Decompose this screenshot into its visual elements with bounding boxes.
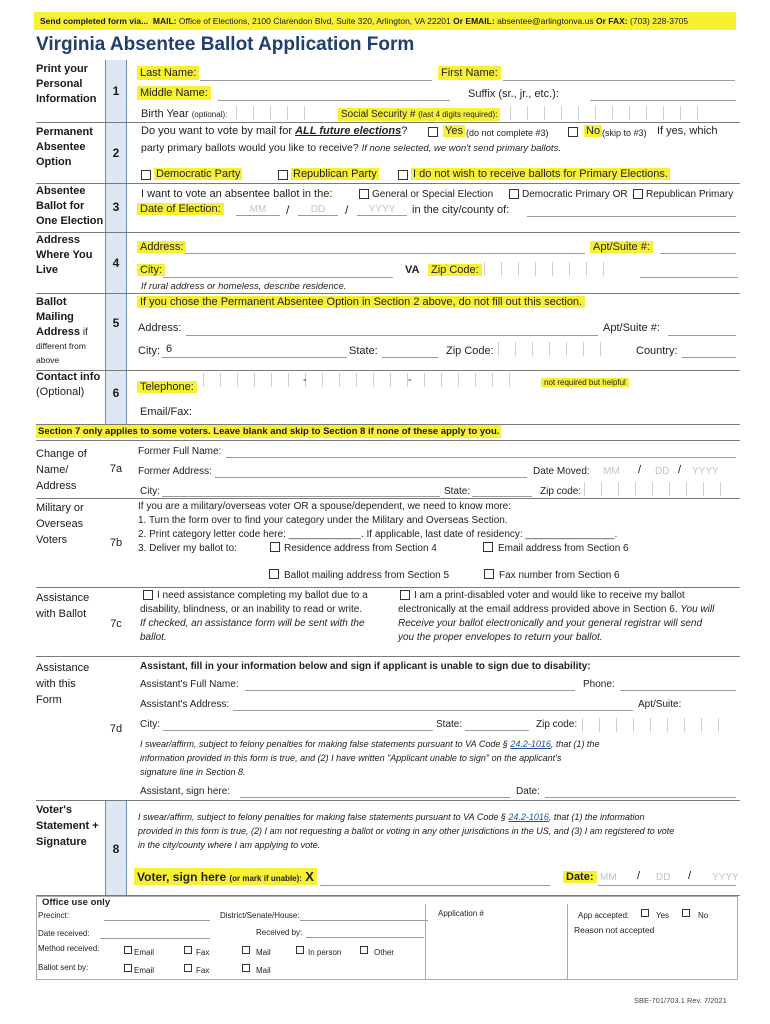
middle-name-label: Middle Name:	[137, 86, 211, 100]
deliver-email-label: Email address from Section 6	[498, 543, 629, 554]
mailing-city-label: City:	[138, 345, 160, 357]
assistance-ballot-line-1: I need assistance completing my ballot due to a	[157, 590, 368, 601]
permanent-no-checkbox[interactable]	[568, 127, 578, 137]
office-accepted-yes-label: Yes	[656, 911, 670, 920]
voter-sign-input[interactable]	[320, 885, 550, 886]
telephone-note: not required but helpful	[541, 378, 629, 387]
divider	[36, 122, 740, 123]
section-5-title-diff: different from above	[36, 341, 86, 365]
assistant-sign-input[interactable]	[240, 797, 510, 798]
telephone-label: Telephone:	[137, 381, 197, 393]
election-month-input[interactable]: MM	[236, 204, 280, 216]
general-election-label: General or Special Election	[372, 189, 494, 200]
date-slash: /	[678, 464, 682, 476]
telephone-dash: -	[408, 374, 412, 386]
primary-question	[141, 142, 561, 154]
form-code: SBE-701/703.1 Rev. 7/2021	[634, 996, 727, 1005]
permanent-q-text: Do you want to vote by mail for	[141, 125, 293, 137]
section-5-title-text: Ballot Mailing Address	[36, 296, 81, 338]
section-7-banner: Section 7 only applies to some voters. Leave blank and skip to Section 8 if none of these apply to you.	[38, 426, 500, 437]
office-district-label: District/Senate/House:	[220, 911, 300, 920]
rural-note: If rural address or homeless, describe residence.	[141, 281, 347, 292]
divider	[36, 656, 740, 657]
mailing-state-input[interactable]	[382, 357, 438, 358]
divider	[36, 370, 740, 371]
ssn-note: (last 4 digits required):	[418, 110, 498, 119]
ssn-boxes[interactable]	[510, 106, 714, 120]
print-disabled-line-2a: electronically at the email address provided above in Section 6.	[398, 604, 678, 615]
republican-primary-label: Republican Primary	[646, 189, 734, 200]
mailing-country-label: Country:	[636, 345, 678, 357]
republican-party-checkbox[interactable]	[278, 170, 288, 180]
residence-city-label: City:	[137, 264, 165, 276]
office-reason-label: Reason not accepted	[574, 925, 655, 935]
section-7b-title: Military or Overseas Voters	[36, 502, 84, 546]
section-6-optional: (Optional)	[36, 386, 85, 398]
email-fax-label: Email/Fax:	[140, 406, 192, 418]
method-fax-checkbox[interactable]	[184, 946, 192, 954]
election-city-input[interactable]	[527, 216, 736, 217]
assistance-ballot-line-3: If checked, an assistance form will be sent with the	[140, 618, 365, 629]
mailing-zip-label: Zip Code:	[446, 345, 494, 357]
mailing-country-input[interactable]	[682, 357, 736, 358]
sent-email-label: Email	[134, 966, 155, 975]
print-disabled-line-3: Receive your ballot electronically and your general registrar will send	[398, 618, 703, 629]
former-address-label: Former Address:	[138, 466, 212, 477]
divider	[36, 232, 740, 233]
sent-fax-label: Fax	[196, 966, 210, 975]
former-zip-label: Zip code:	[540, 486, 582, 497]
telephone-dash: -	[303, 374, 307, 386]
divider	[36, 498, 740, 499]
military-step-1: 1. Turn the form over to find your category under the Military and Overseas Section.	[138, 515, 508, 526]
office-precinct-input[interactable]	[104, 920, 210, 921]
divider	[36, 587, 740, 588]
permanent-question	[141, 125, 407, 137]
assistant-oath-3: signature line in Section 8.	[140, 767, 246, 777]
birth-year-text: Birth Year	[141, 108, 189, 120]
section-8-number-column	[105, 800, 127, 895]
birth-year-optional: (optional):	[191, 110, 228, 119]
divider	[36, 800, 740, 801]
office-received-input[interactable]	[100, 938, 210, 939]
divider	[36, 183, 740, 184]
first-name-input[interactable]	[503, 80, 735, 81]
assistant-heading: Assistant, fill in your information below and sign if applicant is unable to sign due to disability:	[140, 661, 591, 672]
section-5-title-if: if	[82, 327, 88, 338]
mailing-apt-label: Apt/Suite #:	[603, 322, 660, 334]
voter-date-label: Date:	[563, 871, 597, 883]
voter-date-line	[598, 885, 736, 886]
former-zip-boxes[interactable]	[584, 482, 737, 496]
permanent-yes-label: Yes	[445, 125, 463, 137]
moved-day[interactable]: DD	[655, 466, 670, 477]
residence-address-label: Address:	[137, 241, 186, 253]
method-other-label: Other	[374, 948, 395, 957]
voter-oath-1: I swear/affirm, subject to felony penalties for making false statements pursuant to VA Code §	[138, 812, 506, 822]
assistant-oath-2: information provided in this form is true, and (2) I have written "Applicant unable to sign" on the applicant's	[140, 753, 562, 763]
office-accepted-yes-checkbox[interactable]	[641, 909, 649, 917]
print-disabled-line-4: you the proper envelopes to return your ballot.	[398, 632, 603, 643]
mailing-city-input[interactable]	[162, 357, 347, 358]
section-7c-number: 7c	[110, 618, 122, 630]
office-received-label: Date received:	[38, 929, 90, 938]
assistant-phone-input[interactable]	[620, 690, 736, 691]
residence-address-input[interactable]	[185, 253, 585, 254]
section-7d-number: 7d	[109, 723, 123, 735]
former-state-input[interactable]	[472, 496, 532, 497]
suffix-label: Suffix (sr., jr., etc.):	[468, 88, 559, 100]
sent-mail-checkbox[interactable]	[242, 964, 250, 972]
section-5-note: If you chose the Permanent Absentee Option in Section 2 above, do not fill out this section.	[137, 296, 585, 308]
military-step-2: 2. Print category letter code here: _____________. If applicable, last date of residency: ________________.	[138, 529, 618, 540]
assistant-zip-boxes[interactable]	[582, 718, 735, 732]
deliver-fax-label: Fax number from Section 6	[499, 570, 620, 581]
assistant-code-link[interactable]: 24.2-1016	[510, 739, 551, 749]
voter-date-month[interactable]: MM	[600, 872, 617, 883]
section-7-numbers	[105, 441, 127, 799]
mailing-state-label: State:	[349, 345, 378, 357]
section-7c-title: Assistance with Ballot	[36, 592, 90, 620]
former-city-input[interactable]	[162, 496, 440, 497]
residence-zip-label: Zip Code:	[428, 264, 482, 276]
assistant-sign-label: Assistant, sign here:	[140, 786, 231, 797]
assistant-city-label: City:	[140, 719, 160, 730]
primary-q-text: party primary ballots would you like to receive?	[141, 142, 359, 154]
mailing-zip-boxes[interactable]	[498, 342, 617, 356]
permanent-q2: If yes, which	[657, 125, 718, 137]
section-4-number: 4	[112, 256, 120, 270]
method-person-checkbox[interactable]	[296, 946, 304, 954]
residence-apt-label: Apt/Suite #:	[590, 241, 653, 253]
date-slash: /	[286, 203, 290, 217]
assistance-ballot-checkbox[interactable]	[143, 590, 153, 600]
permanent-yes-checkbox[interactable]	[428, 127, 438, 137]
office-sent-label: Ballot sent by:	[38, 963, 89, 972]
republican-party-label: Republican Party	[293, 168, 377, 180]
assistant-oath	[140, 737, 660, 779]
deliver-residence-label: Residence address from Section 4	[284, 543, 437, 554]
residence-state: VA	[405, 264, 420, 276]
democratic-primary-label: Democratic Primary OR	[522, 189, 628, 200]
date-slash: /	[345, 203, 349, 217]
permanent-yes-note: (do not complete #3)	[466, 128, 549, 138]
date-slash: /	[638, 464, 642, 476]
voter-date-day[interactable]: DD	[656, 872, 671, 883]
office-accepted-no-label: No	[698, 911, 709, 920]
assistant-name-label: Assistant's Full Name:	[140, 679, 239, 690]
assistance-ballot-line-4: ballot.	[140, 632, 167, 643]
section-2-number: 2	[112, 146, 120, 160]
permanent-no-note: (skip to #3)	[602, 128, 647, 138]
birth-year-label	[141, 108, 227, 120]
voter-sign-text: Voter, sign here	[137, 870, 227, 884]
section-3-title: Absentee Ballot for One Election	[36, 185, 104, 227]
date-slash: /	[688, 870, 692, 882]
section-6-number: 6	[112, 386, 120, 400]
ssn-text: Social Security #	[341, 109, 416, 120]
section-8-title: Voter's Statement + Signature	[36, 804, 99, 848]
assistant-name-input[interactable]	[245, 690, 575, 691]
election-city-label: in the city/county of:	[412, 204, 510, 216]
voter-oath-3: in the city/county where I am applying to vote.	[138, 840, 321, 850]
deliver-fax-checkbox[interactable]	[484, 569, 494, 579]
no-primary-checkbox[interactable]	[398, 170, 408, 180]
office-use-title: Office use only	[42, 897, 111, 908]
office-recby-label: Received by:	[256, 928, 303, 937]
moved-year[interactable]: YYYY	[692, 466, 719, 477]
residence-city-input[interactable]	[163, 277, 393, 278]
office-app-label: Application #	[438, 909, 484, 918]
deliver-mailing-label: Ballot mailing address from Section 5	[284, 570, 450, 581]
office-district-input[interactable]	[300, 920, 428, 921]
mailing-address-label: Address:	[138, 322, 182, 334]
divider	[36, 293, 740, 294]
section-5-number: 5	[112, 316, 120, 330]
assistant-address-input[interactable]	[233, 710, 633, 711]
assistant-apt-label: Apt/Suite:	[638, 699, 682, 710]
header-mail-label: MAIL:	[152, 16, 177, 26]
page-title: Virginia Absentee Ballot Application Form	[36, 34, 415, 55]
voter-oath-1b: , that (1) the information	[548, 812, 645, 822]
assistant-state-label: State:	[436, 719, 463, 730]
sent-fax-checkbox[interactable]	[184, 964, 192, 972]
deliver-email-checkbox[interactable]	[483, 542, 493, 552]
divider	[36, 440, 740, 441]
section-7d-title: Assistance with this Form	[36, 662, 90, 706]
permanent-q-end: ?	[401, 125, 408, 137]
residence-zip-ext-input[interactable]	[640, 277, 738, 278]
former-name-label: Former Full Name:	[138, 446, 222, 457]
voter-sign-label	[134, 868, 317, 885]
section-1-number: 1	[112, 84, 120, 98]
method-mail-label: Mail	[256, 948, 271, 957]
section-1-title: Print your Personal Information	[36, 63, 97, 105]
sent-mail-label: Mail	[256, 966, 271, 975]
section-7a-title: Change of Name/ Address	[36, 448, 87, 492]
print-disabled-line-2	[398, 604, 714, 615]
header-mail-text: Office of Elections, 2100 Clarendon Blvd, Suite 320, Arlington, VA 22201	[178, 16, 451, 26]
voter-sign-x: X	[305, 869, 314, 884]
office-accepted-no-checkbox[interactable]	[682, 909, 690, 917]
office-precinct-label: Precinct:	[38, 911, 70, 920]
method-other-checkbox[interactable]	[360, 946, 368, 954]
print-disabled-checkbox[interactable]	[400, 590, 410, 600]
section-5-title	[36, 295, 106, 368]
print-disabled-line-2b: You will	[680, 604, 715, 615]
office-method-label: Method received:	[38, 944, 100, 953]
section-7a-number: 7a	[109, 463, 123, 475]
former-address-input[interactable]	[215, 477, 527, 478]
democratic-party-label: Democratic Party	[156, 168, 241, 180]
election-type-label: I want to vote an absentee ballot in the:	[141, 188, 333, 200]
birth-year-boxes[interactable]	[236, 106, 321, 120]
voter-oath	[138, 810, 738, 852]
assistant-city-input[interactable]	[163, 730, 433, 731]
election-day-input[interactable]: DD	[298, 204, 338, 216]
permanent-q-bold: ALL future elections	[295, 125, 402, 137]
section-8-number: 8	[112, 842, 120, 856]
assistant-date-label: Date:	[516, 786, 540, 797]
assistant-oath-1b: , that (1) the	[550, 739, 600, 749]
method-person-label: In person	[308, 948, 342, 957]
header-or-email: Or EMAIL:	[453, 16, 495, 26]
office-app-box[interactable]	[425, 904, 568, 980]
permanent-no-label: No	[586, 125, 601, 137]
header-send: Send completed form via...	[40, 16, 149, 26]
mailing-apt-input[interactable]	[668, 335, 736, 336]
general-election-checkbox[interactable]	[359, 189, 369, 199]
deliver-mailing-checkbox[interactable]	[269, 569, 279, 579]
telephone-boxes[interactable]	[203, 373, 526, 387]
suffix-input[interactable]	[590, 100, 736, 101]
residence-zip-boxes[interactable]	[484, 262, 620, 276]
method-fax-label: Fax	[196, 948, 210, 957]
voter-date-year[interactable]: YYYY	[712, 872, 739, 883]
democratic-party-checkbox[interactable]	[141, 170, 151, 180]
method-email-checkbox[interactable]	[124, 946, 132, 954]
header-or-fax: Or FAX:	[595, 16, 628, 26]
mailing-address-input[interactable]	[186, 335, 598, 336]
first-name-label: First Name:	[438, 66, 501, 80]
sent-email-checkbox[interactable]	[124, 964, 132, 972]
republican-primary-checkbox[interactable]	[633, 189, 643, 199]
primary-q-note: If none selected, we won't send primary ballots.	[361, 143, 561, 154]
deliver-residence-checkbox[interactable]	[270, 542, 280, 552]
office-recby-input[interactable]	[306, 937, 424, 938]
voter-code-link[interactable]: 24.2-1016	[508, 812, 549, 822]
former-city-label: City:	[140, 486, 160, 497]
date-slash: /	[637, 870, 641, 882]
office-accepted-label: App accepted:	[578, 911, 630, 920]
military-intro: If you are a military/overseas voter OR a spouse/dependent, we need to know more:	[138, 501, 511, 512]
method-email-label: Email	[134, 948, 155, 957]
assistant-oath-1: I swear/affirm, subject to felony penalties for making false statements pursuant to VA Code §	[140, 739, 508, 749]
header-email: absentee@arlingtonva.us	[497, 16, 594, 26]
section-4-title: Address Where You Live	[36, 234, 93, 276]
section-6-title-text: Contact info	[36, 371, 101, 383]
former-name-input[interactable]	[226, 457, 736, 458]
democratic-primary-checkbox[interactable]	[509, 189, 519, 199]
date-moved-label: Date Moved:	[533, 466, 590, 477]
last-name-label: Last Name:	[137, 66, 199, 80]
residence-apt-input[interactable]	[660, 253, 736, 254]
middle-name-input[interactable]	[218, 100, 450, 101]
last-name-input[interactable]	[200, 80, 432, 81]
election-year-input[interactable]: YYYY	[357, 204, 407, 216]
assistant-zip-label: Zip code:	[536, 719, 578, 730]
section-6-title	[36, 370, 106, 400]
voter-sign-note: (or mark if unable):	[229, 874, 302, 883]
no-primary-label: I do not wish to receive ballots for Primary Elections.	[413, 168, 668, 180]
assistant-phone-label: Phone:	[583, 679, 615, 690]
former-state-label: State:	[444, 486, 471, 497]
voter-oath-2: provided in this form is true, (2) I am not requesting a ballot or voting in any other jurisdictions in the US, and (3) I am registered to vote	[138, 826, 675, 836]
assistant-address-label: Assistant's Address:	[140, 699, 230, 710]
section-7b-number: 7b	[109, 537, 123, 549]
mailing-city-value[interactable]: 6	[166, 343, 173, 355]
moved-month[interactable]: MM	[603, 466, 620, 477]
military-step-3: 3. Deliver my ballot to:	[138, 543, 237, 554]
assistant-date-input[interactable]	[545, 797, 736, 798]
section-2-title: Permanent Absentee Option	[36, 126, 93, 168]
method-mail-checkbox[interactable]	[242, 946, 250, 954]
header-fax: (703) 228-3705	[630, 16, 689, 26]
assistance-ballot-line-2: disability, blindness, or an inability to read or write.	[140, 604, 363, 615]
ssn-label	[338, 108, 500, 121]
assistant-state-input[interactable]	[465, 730, 529, 731]
print-disabled-line-1: I am a print-disabled voter and would like to receive my ballot	[414, 590, 685, 601]
date-of-election-label: Date of Election:	[137, 203, 224, 215]
section-3-number: 3	[112, 200, 120, 214]
header-bar	[34, 12, 736, 30]
